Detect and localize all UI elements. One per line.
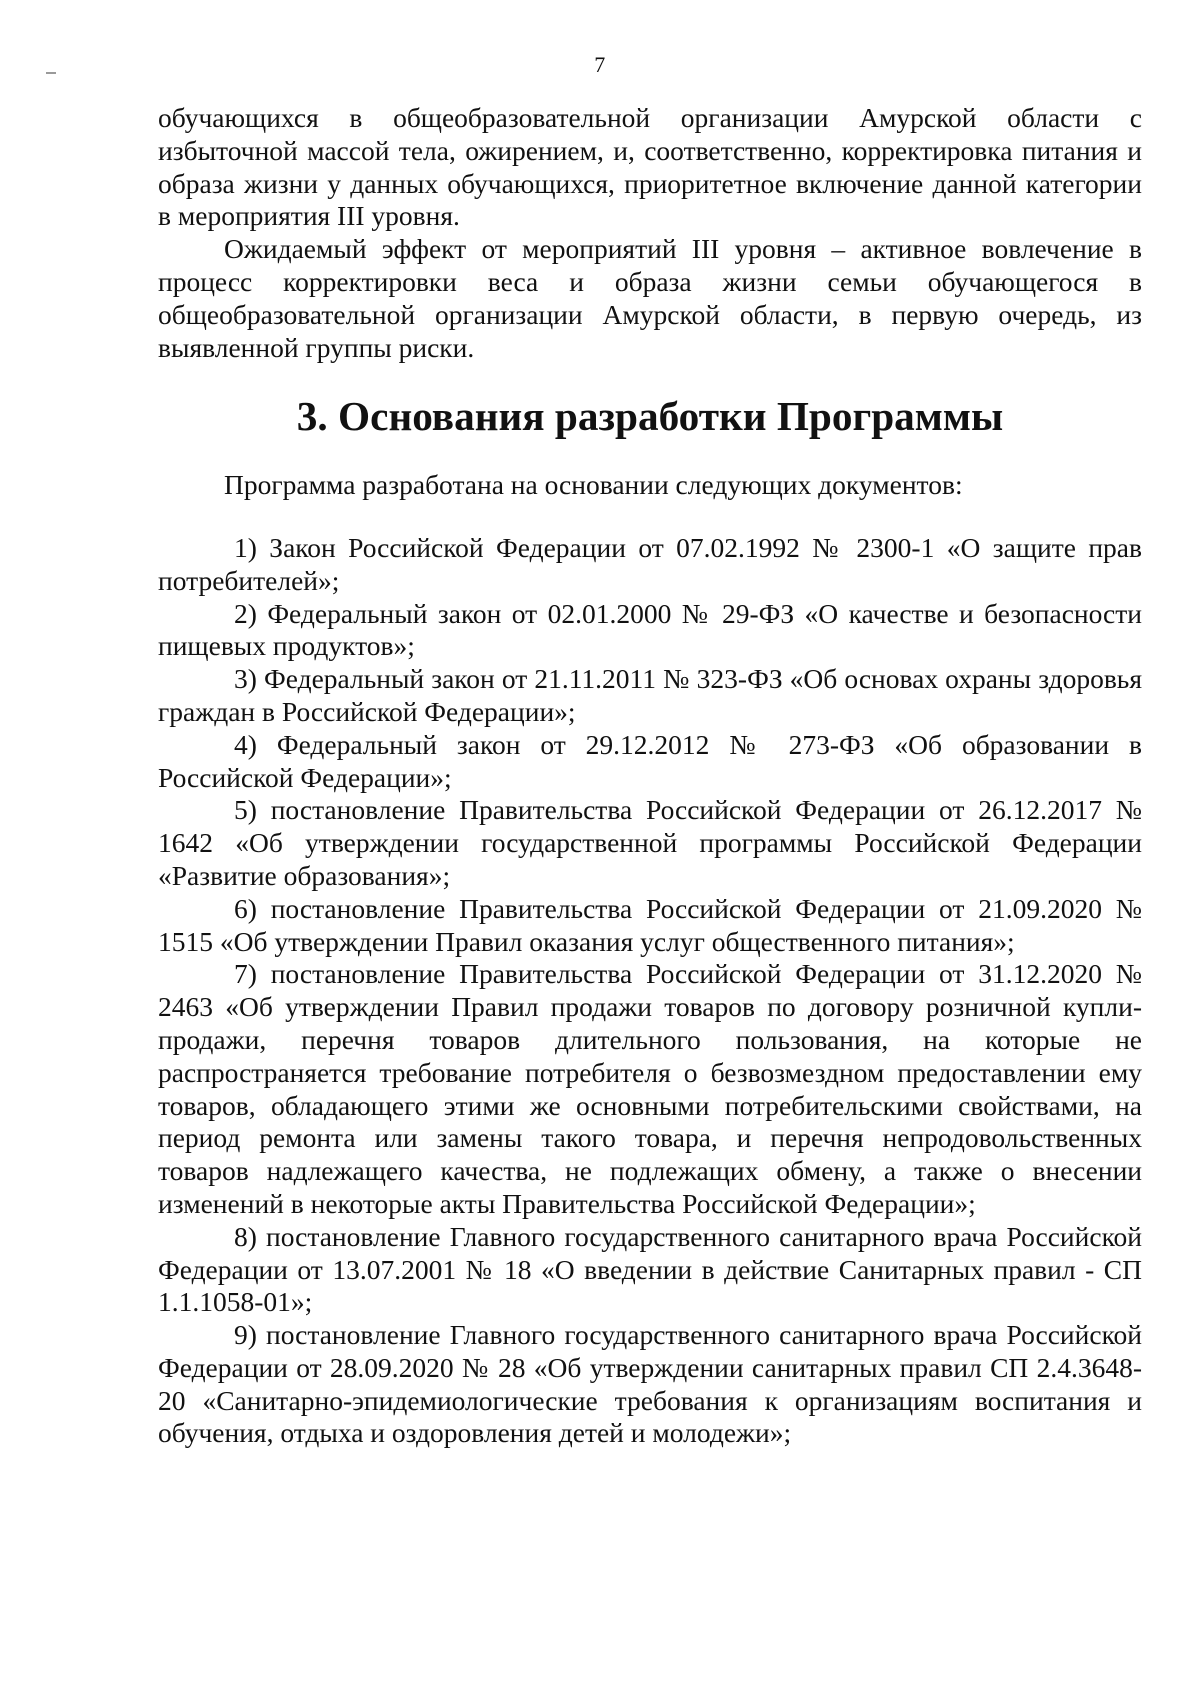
list-item: 8) постановление Главного государственного санитарного врача Российской Федерации от 13.07.2001 № 18 «О введении в действие Санитарных правил - СП 1.1.1058-01»; <box>158 1220 1142 1318</box>
list-item: 2) Федеральный закон от 02.01.2000 № 29-ФЗ «О качестве и безопасности пищевых продуктов»; <box>158 597 1142 662</box>
page-content <box>158 102 1142 1450</box>
section-heading: 3. Основания разработки Программы <box>296 393 1004 440</box>
list-item: 4) Федеральный закон от 29.12.2012 № 273-ФЗ «Об образовании в Российской Федерации»; <box>158 728 1142 793</box>
list-item: 7) постановление Правительства Российской Федерации от 31.12.2020 № 2463 «Об утверждении Правил продажи товаров по договору розничной купли-продажи, перечня товаров длительного пользования, на которые не распространяется требование потребителя о безвозмездном предоставлении ему товаров, обладающего этими же основными потребительскими свойствами, на период ремонта или замены такого товара, и перечня непродовольственных товаров надлежащего качества, не подлежащих обмену, а также о внесении изменений в некоторые акты Правительства Российской Федерации»; <box>158 958 1142 1219</box>
documents-list <box>158 532 1142 1450</box>
paragraph-continuation: обучающихся в общеобразовательной организации Амурской области с избыточной массой тела, ожирением, и, соответственно, корректировка питания и образа жизни у данных обучающихся, приоритетное включение данной категории в мероприятия III уровня. <box>158 102 1142 232</box>
list-item: 1) Закон Российской Федерации от 07.02.1992 № 2300-1 «О защите прав потребителей»; <box>158 531 1142 596</box>
list-item: 9) постановление Главного государственного санитарного врача Российской Федерации от 28.09.2020 № 28 «Об утверждении санитарных правил СП 2.4.3648-20 «Санитарно-эпидемиологические требования к организациям воспитания и обучения, отдыха и оздоровления детей и молодежи»; <box>158 1319 1142 1449</box>
list-item: 6) постановление Правительства Российской Федерации от 21.09.2020 № 1515 «Об утверждении Правил оказания услуг общественного питания»; <box>158 892 1142 957</box>
section-intro: Программа разработана на основании следующих документов: <box>224 469 963 501</box>
list-item: 5) постановление Правительства Российской Федерации от 26.12.2017 № 1642 «Об утверждении государственной программы Российской Федерации «Развитие образования»; <box>158 794 1142 891</box>
paragraph-expected-effect: Ожидаемый эффект от мероприятий III уровня – активное вовлечение в процесс корректировки веса и образа жизни семьи обучающегося в общеобразовательной организации Амурской области, в первую очередь, из выявленной группы риски. <box>158 233 1142 363</box>
page-number: 7 <box>594 52 606 77</box>
list-item: 3) Федеральный закон от 21.11.2011 № 323-ФЗ «Об основах охраны здоровья граждан в Российской Федерации»; <box>158 663 1142 727</box>
